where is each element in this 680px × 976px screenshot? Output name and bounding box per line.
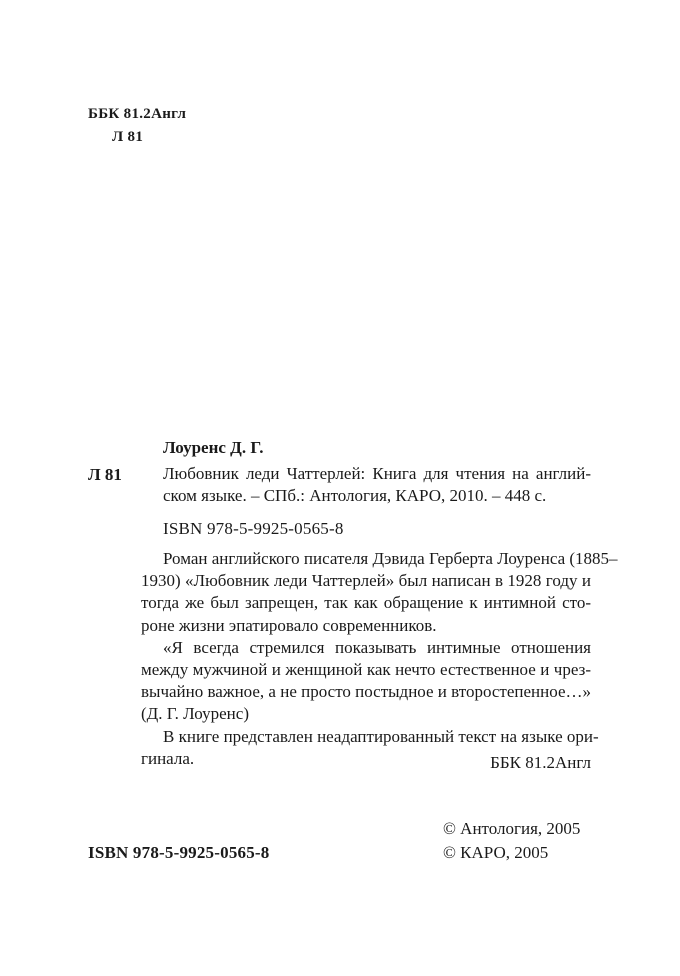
annotation-line: «Я всегда стремился показывать интимные отношения bbox=[163, 637, 591, 657]
annotation-line: между мужчиной и женщиной как нечто естественное и чрез- bbox=[141, 660, 591, 680]
annotation-line: В книге представлен неадаптированный текст на языке ори- bbox=[163, 726, 599, 746]
author-sign-header: Л 81 bbox=[112, 129, 144, 145]
bbk-classification-header: ББК 81.2Англ bbox=[88, 106, 187, 122]
bibliographic-description bbox=[163, 463, 591, 507]
author-name: Лоуренс Д. Г. bbox=[163, 438, 264, 457]
annotation-line: (Д. Г. Лоуренс) bbox=[141, 704, 249, 724]
annotation-line: тогда же был запрещен, так как обращение к интимной сто- bbox=[141, 593, 591, 613]
isbn-entry: ISBN 978-5-9925-0565-8 bbox=[163, 519, 344, 538]
copyright-karo: © КАРО, 2005 bbox=[443, 843, 549, 862]
annotation-line: вычайно важное, а не просто постыдное и второстепенное…» bbox=[141, 682, 592, 702]
bbk-classification-footer: ББК 81.2Англ bbox=[490, 753, 591, 772]
bib-line: Любовник леди Чаттерлей: Книга для чтения на англий- bbox=[163, 464, 591, 483]
annotation-line: Роман английского писателя Дэвида Герберта Лоуренса (1885– bbox=[163, 549, 618, 568]
bib-line: ском языке. – СПб.: Антология, КАРО, 2010. – 448 с. bbox=[163, 486, 547, 506]
annotation-line: 1930) «Любовник леди Чаттерлей» был написан в 1928 году и bbox=[141, 571, 591, 591]
annotation-line: гинала. bbox=[141, 748, 195, 768]
annotation-line: роне жизни эпатировало современников. bbox=[141, 615, 437, 635]
author-sign: Л 81 bbox=[88, 465, 122, 484]
annotation bbox=[141, 548, 618, 770]
copyright-anthology: © Антология, 2005 bbox=[443, 819, 581, 838]
isbn-footer: ISBN 978-5-9925-0565-8 bbox=[88, 843, 270, 862]
